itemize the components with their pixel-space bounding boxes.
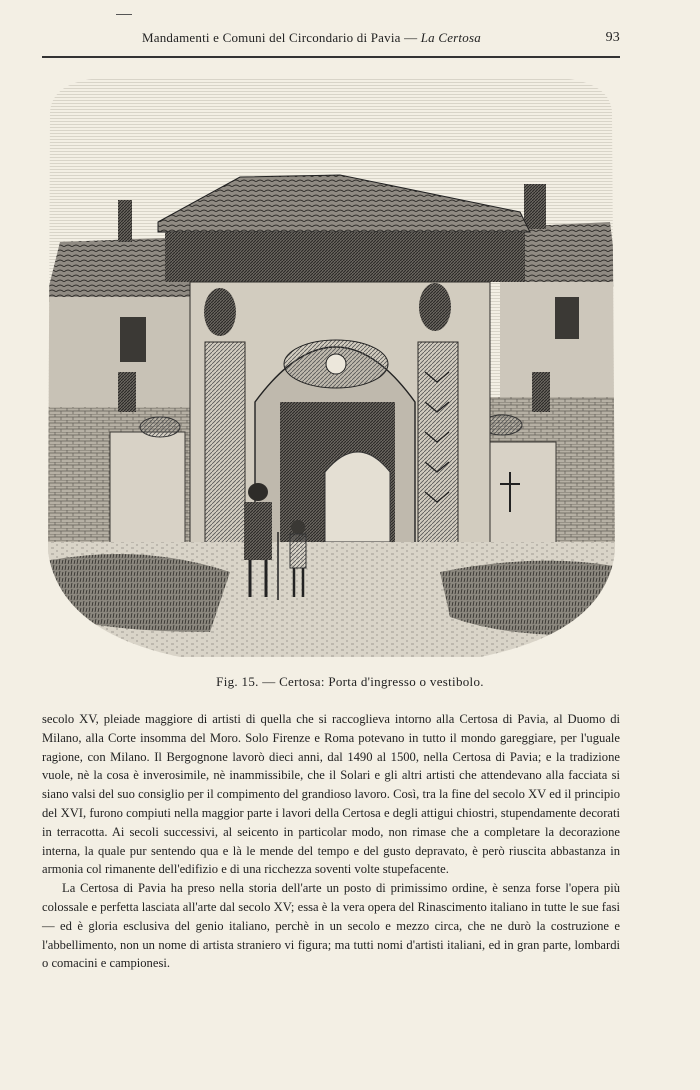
right-window xyxy=(555,297,579,339)
paragraph: La Certosa di Pavia ha preso nella storia dell'arte un posto di primissimo ordine, è senza forse l'opera più colossale e perfetta lasciata all'arte dal secolo XV; essa è la vera opera del Rinascimento italiano in tutte le sue fasi — ed è gloria esclusiva del genio italiano, perchè in un secolo e mezzo circa, che ne durò la costruzione e l'abbellimento, non un nome di artista straniero vi figura; ma tutti nomi d'artisti italiani, ed in gran parte, lombardi o comacini e campionesi. xyxy=(42,881,620,971)
header-subtitle: La Certosa xyxy=(420,30,481,45)
top-margin-mark xyxy=(116,14,132,15)
header-title: Mandamenti e Comuni del Circondario di Pavia — xyxy=(142,30,418,45)
right-chimney xyxy=(524,184,546,229)
left-column xyxy=(205,342,245,557)
body-text xyxy=(42,710,620,973)
figure-caption: Fig. 15. — Certosa: Porta d'ingresso o vestibolo. xyxy=(216,674,484,689)
right-urn xyxy=(532,372,550,412)
engraving-illustration xyxy=(40,72,620,662)
engraving-figure xyxy=(40,72,620,662)
left-urn xyxy=(118,372,136,412)
header-rule xyxy=(42,56,620,58)
inner-doorway xyxy=(325,452,390,542)
right-statue xyxy=(419,283,451,331)
left-pier xyxy=(110,432,185,552)
left-chimney xyxy=(118,200,132,242)
right-column xyxy=(418,342,458,557)
left-window xyxy=(120,317,146,362)
left-grass xyxy=(40,554,230,632)
roof-eaves xyxy=(165,232,525,282)
left-cartouche xyxy=(140,417,180,437)
running-header xyxy=(42,30,620,52)
paragraph: secolo XV, pleiade maggiore di artisti di quella che si raccoglieva intorno alla Certosa di Pavia, al Duomo di Milano, alla Corte insomma del Moro. Solo Firenze e Roma potevano in tutto il mondo gareggiare, per l'uguale ragione, con Milano. Il Bergognone lavorò dieci anni, dal 1490 al 1500, nella Certosa di Pavia; e la tradizione vuole, nè la cosa è inverosimile, nè inammissibile, che il Solari e gli altri artisti che attendevano alla facciata si siano valsi del suo consiglio per il compimento del grandioso lavoro. Così, tra la fine del secolo XV ed il principio del XVI, furono compiuti nella maggior parte i lavori della Certosa e degli attigui chiostri, stupendamente decorati in terracotta. Ai secoli successivi, al seicento in particolar modo, non rimase che a completare la decorazione interna, la quale pur sentendo qua e là le mende del tempo e del gusto depravato, è però riuscita abbastanza in armonia col rimanente dell'edifizio e di una ricchezza soventi volte stupefacente. xyxy=(42,712,620,877)
shield-emblem xyxy=(326,354,346,374)
page-number: 93 xyxy=(605,30,620,45)
header-title-line xyxy=(142,30,481,46)
left-statue xyxy=(204,288,236,336)
